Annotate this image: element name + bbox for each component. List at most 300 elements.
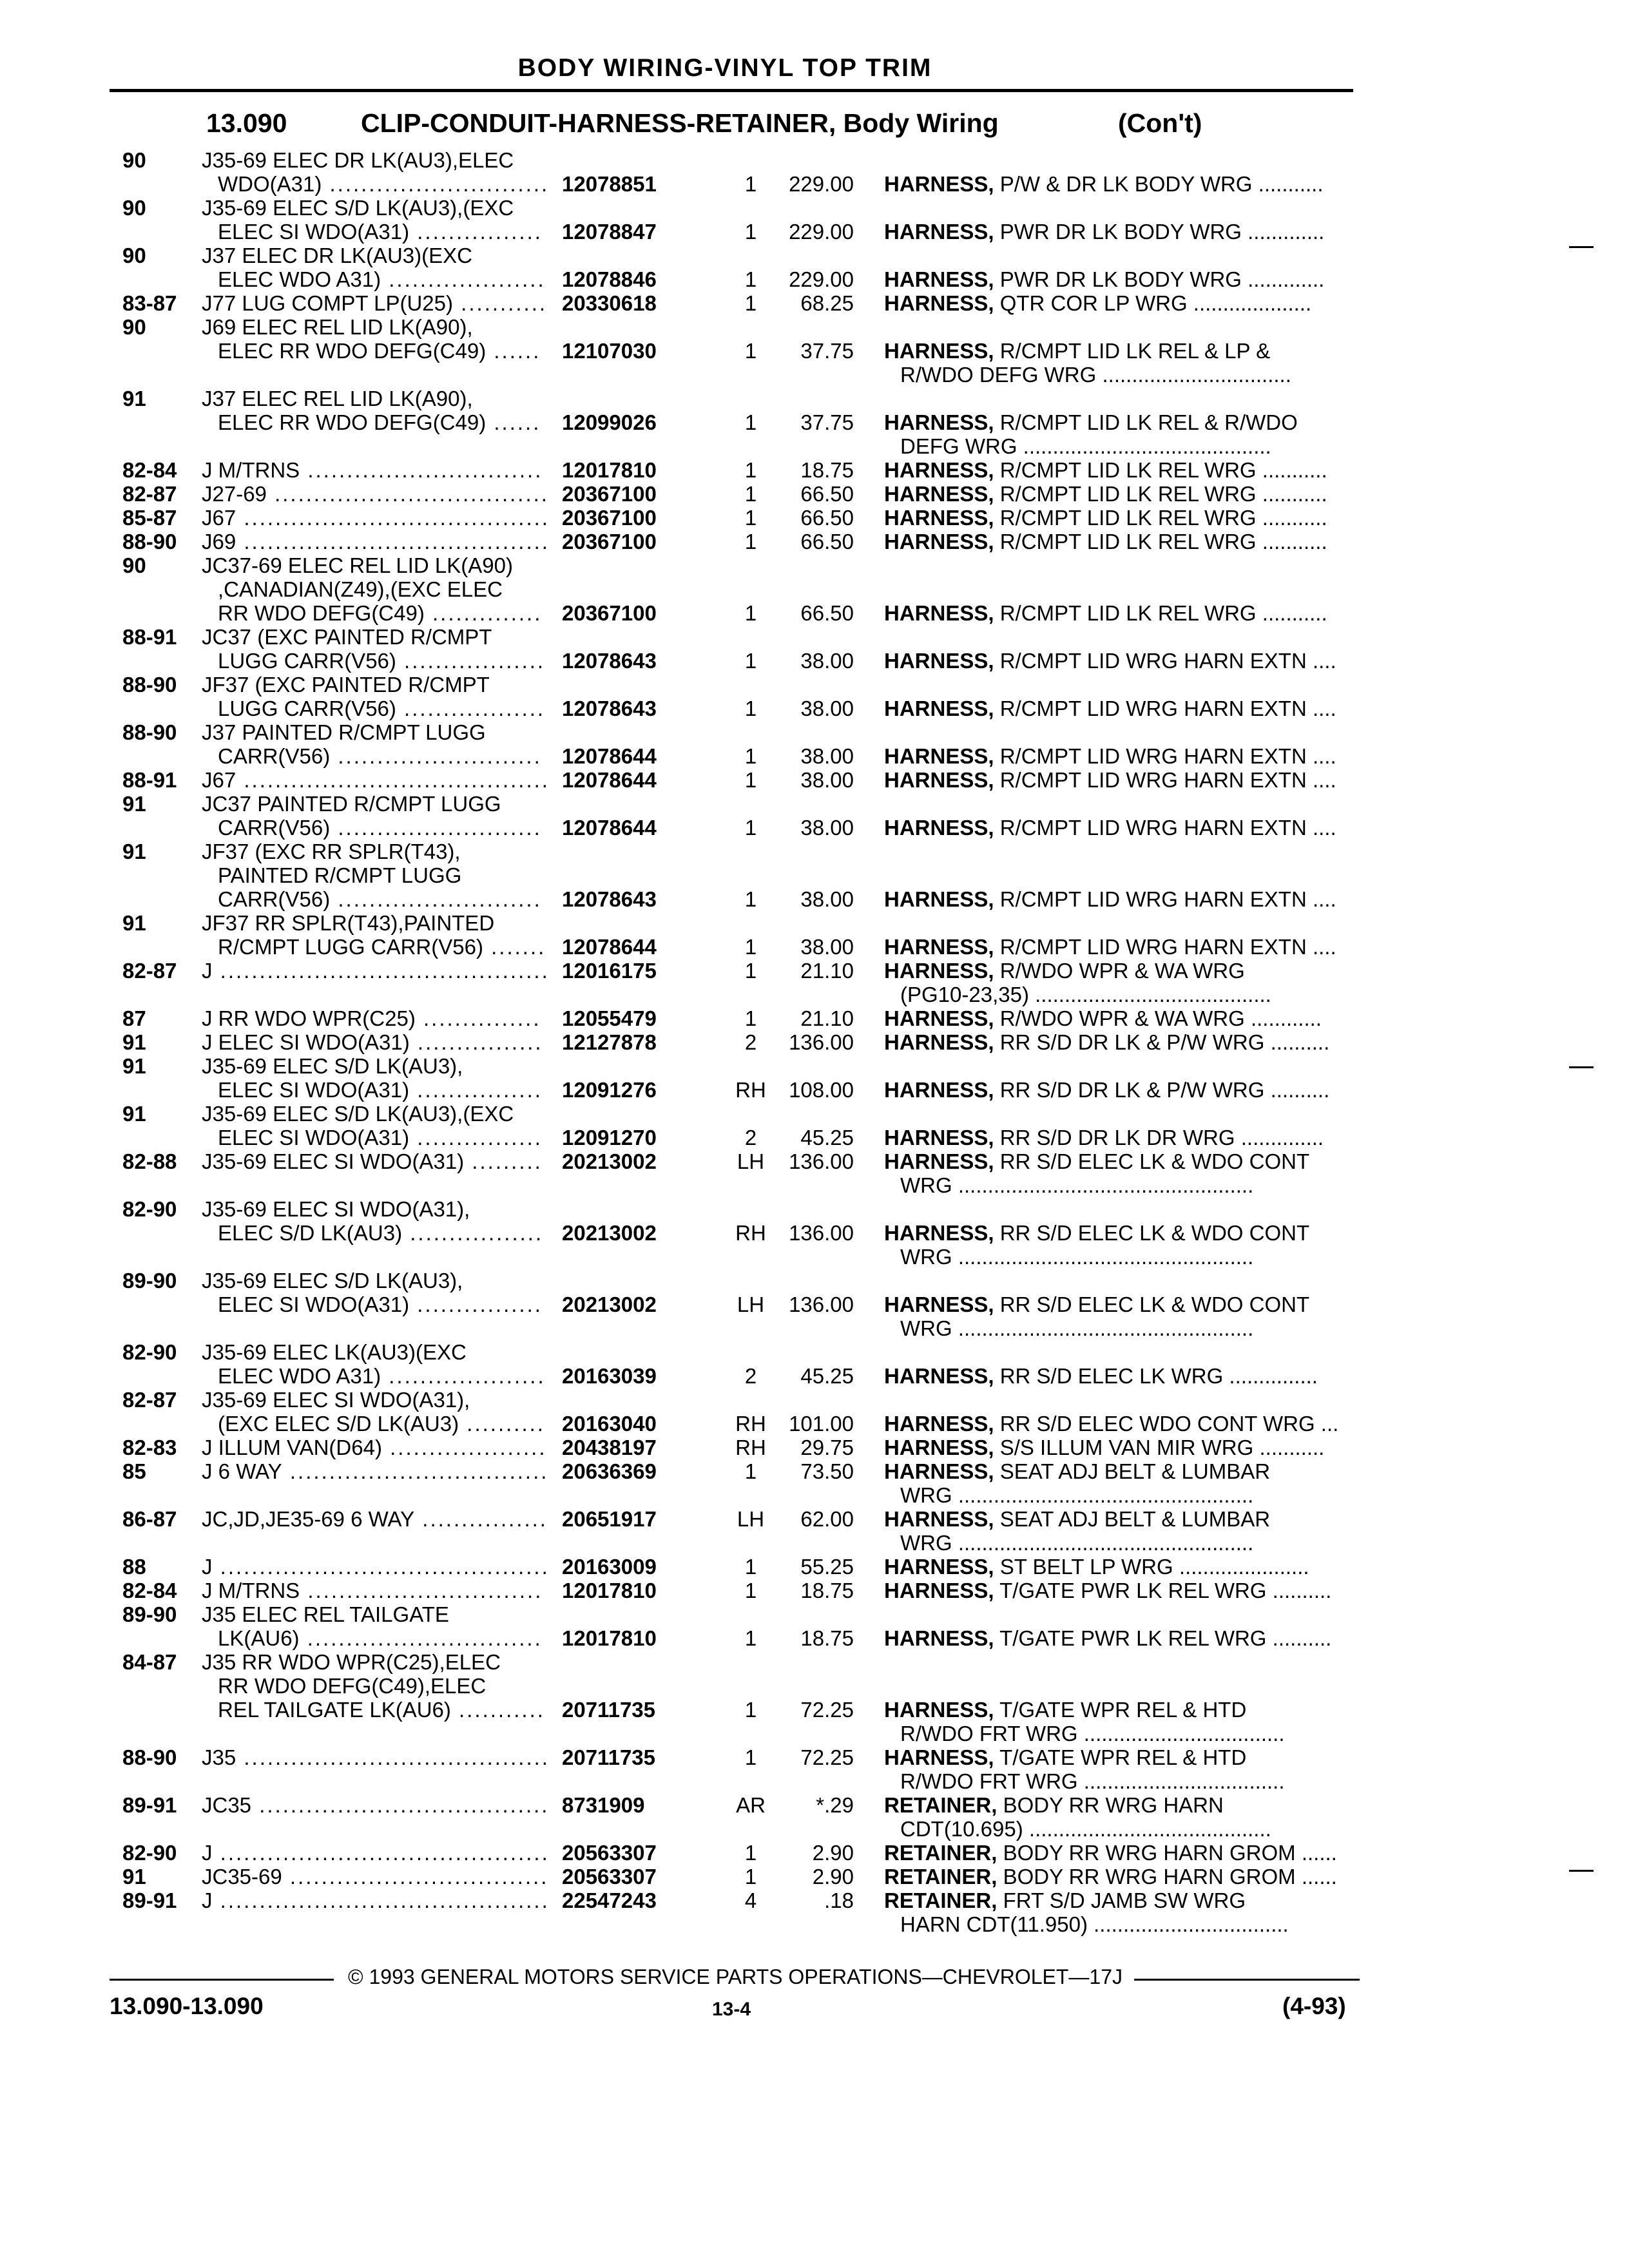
part-detail: R/CMPT LID LK REL WRG: [994, 530, 1257, 553]
part-name-line: [900, 1173, 1253, 1197]
part-type: HARNESS,: [884, 1149, 994, 1173]
quantity: 1: [744, 291, 757, 315]
description-line: [218, 1221, 543, 1245]
description-line: [202, 1507, 548, 1531]
margin-tick: [1569, 1870, 1594, 1872]
part-name-line: [884, 1507, 1270, 1531]
part-name-line: [884, 1841, 1337, 1865]
model-years: 91: [122, 1102, 146, 1126]
quantity: 1: [744, 506, 757, 530]
part-detail: R/CMPT LID LK REL & R/WDO: [994, 410, 1298, 434]
part-type: HARNESS,: [884, 697, 994, 720]
part-detail: S/S ILLUM VAN MIR WRG: [994, 1436, 1254, 1459]
dot-leader: ...: [1315, 1412, 1339, 1436]
part-number: 12127878: [562, 1030, 657, 1054]
part-detail: RR S/D DR LK DR WRG: [994, 1126, 1235, 1149]
dot-leader: .................................: [1087, 1912, 1289, 1936]
margin-tick: [1569, 1066, 1594, 1068]
part-type: HARNESS,: [884, 1555, 994, 1579]
text: WRG: [900, 1245, 952, 1269]
dot-leader: .................................: [282, 1865, 549, 1888]
text: J35 RR WDO WPR(C25),ELEC: [202, 1650, 501, 1674]
part-type: HARNESS,: [884, 458, 994, 482]
part-name-line: [884, 887, 1336, 911]
model-years: 82-88: [122, 1149, 177, 1173]
text: J69: [202, 530, 236, 553]
quantity: 1: [744, 1006, 757, 1030]
dot-leader: ..........................................: [212, 1555, 550, 1579]
quantity: RH: [735, 1078, 766, 1102]
part-type: HARNESS,: [884, 744, 994, 768]
text: J37 PAINTED R/CMPT LUGG: [202, 720, 486, 744]
quantity: 1: [744, 172, 757, 196]
price: 38.00: [800, 768, 854, 792]
part-name-line: [884, 1293, 1309, 1316]
quantity: 2: [744, 1030, 757, 1054]
price: 38.00: [800, 744, 854, 768]
text: LUGG CARR(V56): [218, 697, 396, 720]
quantity: 1: [744, 220, 757, 244]
part-detail: PWR DR LK BODY WRG: [994, 220, 1242, 244]
footer-page-number: 13-4: [712, 1999, 751, 2020]
dot-leader: ...........: [450, 1698, 545, 1722]
part-type: HARNESS,: [884, 1364, 994, 1388]
part-name-line: [900, 434, 1271, 458]
part-number: 12078643: [562, 649, 657, 673]
text: ,CANADIAN(Z49),(EXC ELEC: [218, 577, 503, 601]
part-name-line: [884, 959, 1245, 983]
dot-leader: ..................: [396, 649, 546, 673]
description-line: [218, 1078, 543, 1102]
price: 68.25: [800, 291, 854, 315]
quantity: 1: [744, 697, 757, 720]
quantity: 1: [744, 1745, 757, 1769]
part-name-line: [884, 339, 1270, 363]
description-line: [202, 1555, 550, 1579]
part-detail: R/CMPT LID WRG HARN EXTN: [994, 649, 1307, 673]
description-line: [202, 482, 549, 506]
part-type: RETAINER,: [884, 1865, 998, 1888]
part-name-line: [900, 1769, 1285, 1793]
dot-leader: ..........................................: [212, 959, 550, 983]
dot-leader: ..........: [1266, 1579, 1332, 1602]
description-line: [202, 148, 514, 172]
price: *.29: [816, 1793, 854, 1817]
description-line: [202, 625, 492, 649]
text: J35 ELEC REL TAILGATE: [202, 1602, 449, 1626]
text: JF37 (EXC PAINTED R/CMPT: [202, 673, 490, 697]
part-detail: QTR COR LP WRG: [994, 291, 1188, 315]
part-type: HARNESS,: [884, 291, 994, 315]
text: HARN CDT(11.950): [900, 1912, 1088, 1936]
text: JF37 RR SPLR(T43),PAINTED: [202, 911, 495, 935]
description-line: [202, 291, 547, 315]
text: JC37 (EXC PAINTED R/CMPT: [202, 625, 492, 649]
quantity: 4: [744, 1888, 757, 1912]
dot-leader: ...........: [1253, 1436, 1325, 1459]
text: J35-69 ELEC SI WDO(A31),: [202, 1197, 470, 1221]
footer-rule-left: [110, 1979, 334, 1981]
part-type: HARNESS,: [884, 1078, 994, 1102]
text: J RR WDO WPR(C25): [202, 1006, 416, 1030]
part-detail: ST BELT LP WRG: [994, 1555, 1173, 1579]
part-type: HARNESS,: [884, 1436, 994, 1459]
dot-leader: ....................: [381, 1436, 547, 1459]
part-number: 20213002: [562, 1149, 657, 1173]
description-line: [202, 387, 473, 410]
quantity: 1: [744, 482, 757, 506]
dot-leader: .......................................: [236, 530, 550, 553]
part-number: 20367100: [562, 506, 657, 530]
text: J35-69 ELEC S/D LK(AU3),: [202, 1269, 463, 1293]
description-line: [202, 1459, 548, 1483]
dot-leader: ....: [1306, 744, 1336, 768]
part-type: HARNESS,: [884, 1030, 994, 1054]
part-number: 20163009: [562, 1555, 657, 1579]
text: J35-69 ELEC S/D LK(AU3),(EXC: [202, 1102, 514, 1126]
part-type: HARNESS,: [884, 1006, 994, 1030]
part-number: 12017810: [562, 1579, 657, 1602]
dot-leader: ...........: [453, 291, 548, 315]
part-name-line: [884, 1030, 1329, 1054]
text: ELEC SI WDO(A31): [218, 220, 410, 244]
model-years: 88-91: [122, 768, 177, 792]
part-detail: BODY RR WRG HARN GROM: [997, 1865, 1296, 1888]
quantity: 1: [744, 339, 757, 363]
quantity: 1: [744, 816, 757, 840]
description-line: [202, 244, 472, 267]
dot-leader: .....................................: [251, 1793, 550, 1817]
model-years: 82-84: [122, 1579, 177, 1602]
price: 21.10: [800, 959, 854, 983]
part-name-line: [884, 1888, 1246, 1912]
text: J: [202, 1841, 213, 1865]
dot-leader: ..............: [424, 601, 543, 625]
quantity: 1: [744, 1698, 757, 1722]
part-detail: R/CMPT LID WRG HARN EXTN: [994, 887, 1307, 911]
part-detail: BODY RR WRG HARN: [997, 1793, 1224, 1817]
part-detail: T/GATE WPR REL & HTD: [994, 1698, 1247, 1722]
part-name-line: [884, 1126, 1324, 1149]
model-years: 90: [122, 244, 146, 267]
model-years: 90: [122, 315, 146, 339]
description-line: [202, 792, 501, 816]
model-years: 82-90: [122, 1340, 177, 1364]
dot-leader: ..................................: [1077, 1769, 1285, 1793]
dot-leader: ....: [1306, 768, 1336, 792]
text: J27-69: [202, 482, 267, 506]
part-type: HARNESS,: [884, 530, 994, 553]
description-line: [202, 506, 550, 530]
price: 38.00: [800, 935, 854, 959]
part-number: 12078846: [562, 267, 657, 291]
text: ELEC WDO A31): [218, 1364, 381, 1388]
description-line: [202, 1030, 543, 1054]
text: R/CMPT LUGG CARR(V56): [218, 935, 483, 959]
model-years: 88-90: [122, 530, 177, 553]
text: J: [202, 1555, 213, 1579]
price: 45.25: [800, 1364, 854, 1388]
part-name-line: [884, 1793, 1224, 1817]
part-type: HARNESS,: [884, 1507, 994, 1531]
part-number: 12078644: [562, 768, 657, 792]
model-years: 89-90: [122, 1602, 177, 1626]
description-line: [202, 1340, 467, 1364]
section-number: 13.090: [206, 108, 287, 138]
dot-leader: ................................: [1096, 363, 1291, 387]
part-type: HARNESS,: [884, 1126, 994, 1149]
part-detail: R/CMPT LID LK REL WRG: [994, 506, 1257, 530]
part-name-line: [884, 1412, 1338, 1436]
price: 29.75: [800, 1436, 854, 1459]
price: 66.50: [800, 506, 854, 530]
part-number: 12078847: [562, 220, 657, 244]
part-name-line: [884, 1745, 1246, 1769]
model-years: 82-90: [122, 1841, 177, 1865]
part-name-line: [884, 1149, 1309, 1173]
text: J35-69 ELEC LK(AU3)(EXC: [202, 1340, 467, 1364]
part-type: HARNESS,: [884, 1579, 994, 1602]
model-years: 89-91: [122, 1888, 177, 1912]
quantity: 1: [744, 887, 757, 911]
part-type: HARNESS,: [884, 601, 994, 625]
description-line: [202, 959, 550, 983]
dot-leader: ................: [409, 220, 543, 244]
model-years: 91: [122, 387, 146, 410]
description-line: [218, 267, 546, 291]
model-years: 87: [122, 1006, 146, 1030]
dot-leader: ..........................: [330, 744, 542, 768]
model-years: 82-90: [122, 1197, 177, 1221]
model-years: 88: [122, 1555, 146, 1579]
part-detail: R/CMPT LID WRG HARN EXTN: [994, 744, 1307, 768]
dot-leader: ...........: [1256, 506, 1327, 530]
quantity: RH: [735, 1436, 766, 1459]
text: (PG10-23,35): [900, 983, 1029, 1006]
part-detail: RR S/D ELEC WDO CONT WRG: [994, 1412, 1315, 1436]
text: PAINTED R/CMPT LUGG: [218, 863, 462, 887]
part-number: 20330618: [562, 291, 657, 315]
dot-leader: ......: [486, 339, 541, 363]
part-number: 20213002: [562, 1221, 657, 1245]
dot-leader: ................: [414, 1507, 548, 1531]
part-detail: R/CMPT LID WRG HARN EXTN: [994, 935, 1307, 959]
price: 66.50: [800, 530, 854, 553]
description-line: [202, 1006, 541, 1030]
description-line: [218, 220, 543, 244]
part-number: 20636369: [562, 1459, 657, 1483]
section-title: CLIP-CONDUIT-HARNESS-RETAINER, Body Wiring: [361, 108, 999, 138]
text: WRG: [900, 1531, 952, 1555]
part-type: HARNESS,: [884, 959, 994, 983]
quantity: 2: [744, 1364, 757, 1388]
text: LUGG CARR(V56): [218, 649, 396, 673]
text: WRG: [900, 1173, 952, 1197]
dot-leader: ......: [1295, 1841, 1337, 1865]
dot-leader: ..........................................: [212, 1888, 550, 1912]
dot-leader: ..........................................: [1017, 434, 1271, 458]
dot-leader: ...........: [1256, 482, 1327, 506]
price: 72.25: [800, 1745, 854, 1769]
description-line: [218, 1126, 543, 1149]
dot-leader: .......................................: [236, 768, 550, 792]
part-name-line: [884, 1221, 1309, 1245]
dot-leader: ....: [1306, 887, 1336, 911]
part-name-line: [884, 220, 1324, 244]
part-type: HARNESS,: [884, 1293, 994, 1316]
text: J35-69 ELEC S/D LK(AU3),: [202, 1054, 463, 1078]
text: JC35: [202, 1793, 252, 1817]
model-years: 91: [122, 1865, 146, 1888]
text: J35-69 ELEC SI WDO(A31),: [202, 1388, 470, 1412]
part-name-line: [900, 1245, 1253, 1269]
dot-leader: ............................: [322, 172, 550, 196]
dot-leader: .................................: [282, 1459, 549, 1483]
quantity: 1: [744, 935, 757, 959]
model-years: 84-87: [122, 1650, 177, 1674]
model-years: 83-87: [122, 291, 177, 315]
description-line: [202, 911, 494, 935]
part-name-line: [884, 935, 1336, 959]
text: J35-69 ELEC S/D LK(AU3),(EXC: [202, 196, 514, 220]
dot-leader: .......................................: [236, 1745, 550, 1769]
description-line: [218, 601, 542, 625]
part-name-line: [900, 1531, 1253, 1555]
text: ELEC RR WDO DEFG(C49): [218, 410, 487, 434]
model-years: 88-90: [122, 720, 177, 744]
dot-leader: ....: [1306, 935, 1336, 959]
part-type: RETAINER,: [884, 1841, 998, 1865]
page-title: BODY WIRING-VINYL TOP TRIM: [517, 54, 932, 82]
model-years: 82-84: [122, 458, 177, 482]
part-type: HARNESS,: [884, 1459, 994, 1483]
dot-leader: ..................: [396, 697, 546, 720]
text: ELEC WDO A31): [218, 267, 381, 291]
quantity: 1: [744, 601, 757, 625]
part-detail: SEAT ADJ BELT & LUMBAR: [994, 1459, 1271, 1483]
text: J67: [202, 768, 236, 792]
description-line: [202, 1793, 549, 1817]
description-line: [202, 673, 490, 697]
model-years: 90: [122, 196, 146, 220]
part-name-line: [884, 1865, 1337, 1888]
text: WRG: [900, 1316, 952, 1340]
part-name-line: [884, 1364, 1318, 1388]
dot-leader: ..............: [1235, 1126, 1324, 1149]
quantity: 1: [744, 1459, 757, 1483]
part-type: HARNESS,: [884, 1626, 994, 1650]
dot-leader: .............: [1241, 267, 1325, 291]
part-number: 12078643: [562, 697, 657, 720]
model-years: 89-90: [122, 1269, 177, 1293]
dot-leader: ..................................: [1077, 1722, 1285, 1745]
text: (EXC ELEC S/D LK(AU3): [218, 1412, 459, 1436]
part-type: HARNESS,: [884, 482, 994, 506]
dot-leader: .......................................: [236, 506, 550, 530]
text: J77 LUG COMPT LP(U25): [202, 291, 454, 315]
model-years: 90: [122, 553, 146, 577]
part-detail: FRT S/D JAMB SW WRG: [997, 1888, 1246, 1912]
part-name-line: [900, 363, 1291, 387]
description-line: [218, 816, 542, 840]
part-detail: RR S/D ELEC LK WRG: [994, 1364, 1224, 1388]
quantity: RH: [735, 1221, 766, 1245]
model-years: 90: [122, 148, 146, 172]
dot-leader: ...........: [1252, 172, 1324, 196]
quantity: 1: [744, 458, 757, 482]
part-number: 20163039: [562, 1364, 657, 1388]
part-name-line: [884, 1555, 1309, 1579]
dot-leader: ..........................: [330, 887, 542, 911]
quantity: 1: [744, 768, 757, 792]
dot-leader: ......: [1295, 1865, 1337, 1888]
text: J37 ELEC DR LK(AU3)(EXC: [202, 244, 472, 267]
dot-leader: ....................: [381, 1364, 546, 1388]
description-line: [218, 1364, 546, 1388]
description-line: [218, 1698, 545, 1722]
price: 38.00: [800, 697, 854, 720]
price: 62.00: [800, 1507, 854, 1531]
part-name-line: [884, 267, 1324, 291]
quantity: 1: [744, 1555, 757, 1579]
part-detail: PWR DR LK BODY WRG: [994, 267, 1242, 291]
text: CARR(V56): [218, 816, 331, 840]
part-name-line: [900, 1316, 1253, 1340]
part-name-line: [900, 1817, 1271, 1841]
description-line: [218, 697, 545, 720]
text: ELEC S/D LK(AU3): [218, 1221, 403, 1245]
description-line: [218, 577, 503, 601]
description-line: [202, 1745, 550, 1769]
quantity: 1: [744, 267, 757, 291]
dot-leader: ...............: [415, 1006, 541, 1030]
price: 229.00: [789, 220, 854, 244]
dot-leader: ..................................................: [952, 1531, 1254, 1555]
part-type: HARNESS,: [884, 649, 994, 673]
part-type: HARNESS,: [884, 768, 994, 792]
price: 37.75: [800, 339, 854, 363]
dot-leader: ................: [409, 1293, 543, 1316]
part-number: 20367100: [562, 601, 657, 625]
dot-leader: ......: [486, 410, 541, 434]
part-name-line: [884, 1579, 1331, 1602]
description-line: [218, 1626, 543, 1650]
text: J35: [202, 1745, 236, 1769]
dot-leader: ..................................................: [952, 1245, 1254, 1269]
price: 101.00: [789, 1412, 854, 1436]
text: JF37 (EXC RR SPLR(T43),: [202, 840, 461, 863]
dot-leader: ..............................: [299, 1626, 543, 1650]
price: 38.00: [800, 649, 854, 673]
dot-leader: ....: [1306, 697, 1336, 720]
text: CDT(10.695): [900, 1817, 1023, 1841]
text: JC,JD,JE35-69 6 WAY: [202, 1507, 415, 1531]
dot-leader: ..........: [1266, 1626, 1332, 1650]
text: R/WDO FRT WRG: [900, 1722, 1078, 1745]
part-name-line: [884, 816, 1336, 840]
dot-leader: ...........: [1256, 458, 1327, 482]
part-type: HARNESS,: [884, 267, 994, 291]
part-detail: R/CMPT LID LK REL WRG: [994, 482, 1257, 506]
part-type: RETAINER,: [884, 1888, 998, 1912]
part-detail: R/CMPT LID WRG HARN EXTN: [994, 768, 1307, 792]
price: 136.00: [789, 1221, 854, 1245]
description-line: [218, 1674, 486, 1698]
part-number: 12078643: [562, 887, 657, 911]
part-number: 8731909: [562, 1793, 645, 1817]
part-name-line: [884, 1078, 1329, 1102]
part-number: 12078644: [562, 935, 657, 959]
